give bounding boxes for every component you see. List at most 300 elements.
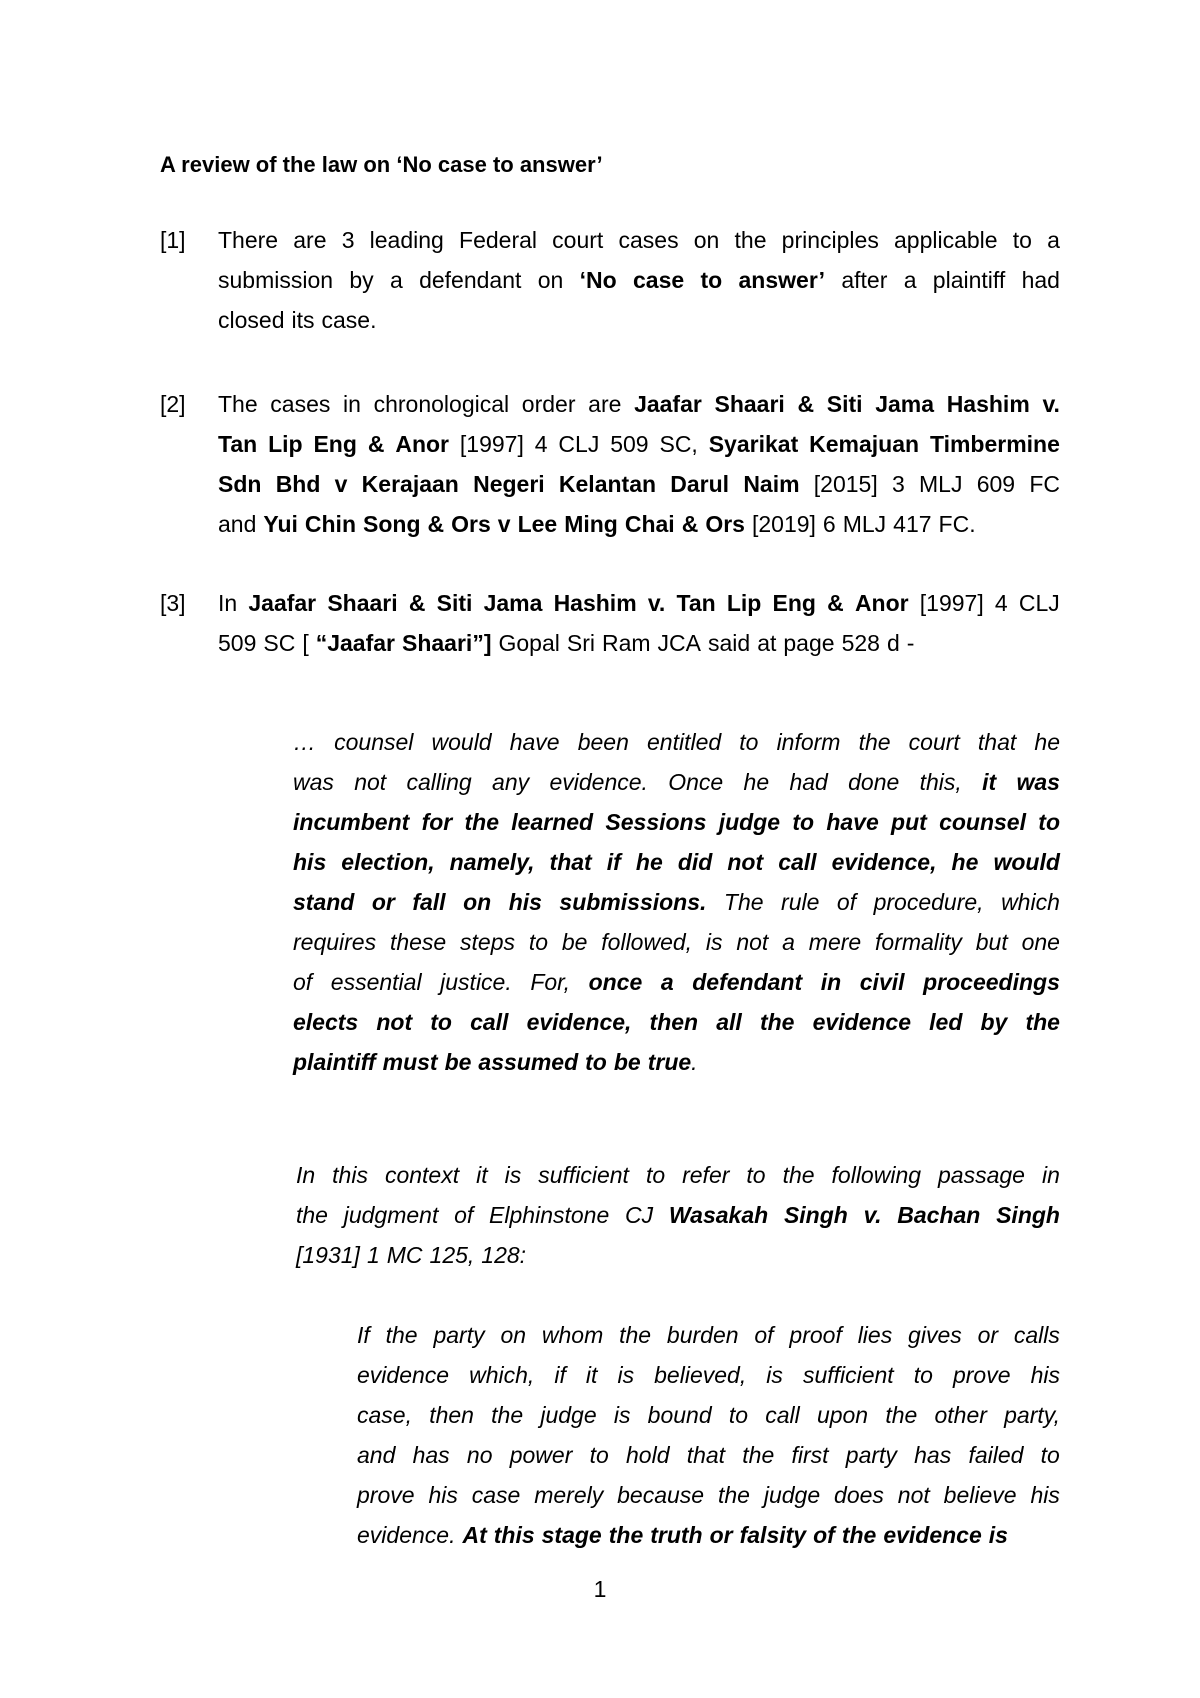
word: party — [433, 1322, 485, 1348]
word: if — [606, 849, 621, 875]
text-line — [357, 1315, 1060, 1355]
word: Lee — [517, 511, 558, 537]
word: to — [746, 1162, 766, 1188]
word: v — [497, 511, 511, 537]
word: was — [293, 769, 334, 795]
text-line — [218, 260, 1060, 300]
word: falsity — [739, 1522, 807, 1548]
word: he — [951, 849, 979, 875]
word: incumbent — [293, 809, 410, 835]
word: not — [727, 849, 764, 875]
word: this — [493, 1522, 535, 1548]
word: not — [376, 1009, 413, 1035]
word: For, — [530, 969, 570, 995]
word: the — [464, 809, 500, 835]
word: rule — [781, 889, 820, 915]
quote-block-wasakah-singh — [357, 1315, 1060, 1555]
word: & — [367, 431, 385, 457]
word: after — [841, 267, 888, 293]
word: & — [827, 590, 844, 616]
word: 528 — [841, 630, 880, 656]
word: elects — [293, 1009, 359, 1035]
word: Negeri — [473, 471, 545, 497]
word: namely, — [449, 849, 535, 875]
word: Anor — [395, 431, 449, 457]
word: of — [836, 889, 857, 915]
word: is — [705, 929, 723, 955]
word: this — [332, 1162, 368, 1188]
word: cases — [270, 391, 331, 417]
word: v. — [647, 590, 666, 616]
word: have — [826, 809, 879, 835]
word: is — [766, 1362, 783, 1388]
word: led — [929, 1009, 963, 1035]
word: bound — [647, 1402, 712, 1428]
word: to — [739, 729, 759, 755]
word: defendant — [692, 969, 803, 995]
word: or — [709, 1522, 733, 1548]
word: Lip — [268, 431, 303, 457]
word: CLJ — [558, 431, 600, 457]
word: Wasakah — [668, 1202, 769, 1228]
word: have — [509, 729, 560, 755]
word: put — [891, 809, 927, 835]
word: Shaari — [714, 391, 785, 417]
word: case — [633, 267, 685, 293]
word: he — [635, 849, 663, 875]
quote-block-context — [296, 1155, 1060, 1275]
word: calling — [406, 769, 472, 795]
word: steps — [460, 929, 516, 955]
word: at — [757, 630, 777, 656]
word: to — [1038, 809, 1060, 835]
word: case. — [321, 307, 377, 333]
word: his — [293, 849, 327, 875]
word: page — [783, 630, 835, 656]
word: inform — [776, 729, 841, 755]
word: be — [561, 929, 588, 955]
paragraph-2 — [160, 384, 1060, 544]
word: been — [577, 729, 629, 755]
word: has — [914, 1442, 952, 1468]
text-line — [357, 1355, 1060, 1395]
word: one — [1021, 929, 1060, 955]
word: is — [504, 1162, 522, 1188]
word: Hashim — [946, 391, 1030, 417]
word: Siti — [436, 590, 473, 616]
word: Kemajuan — [809, 431, 920, 457]
word: MLJ — [842, 511, 887, 537]
word: & — [797, 391, 815, 417]
word: In — [218, 590, 238, 616]
word: to — [1012, 227, 1032, 253]
word: submissions. — [559, 889, 707, 915]
word: to — [589, 1442, 609, 1468]
word: because — [617, 1482, 705, 1508]
word: are — [293, 227, 327, 253]
word: true — [647, 1049, 692, 1075]
word: by — [980, 1009, 1008, 1035]
word: Jaafar — [248, 590, 317, 616]
word: stand — [293, 889, 355, 915]
word: not — [354, 769, 387, 795]
word: on — [693, 227, 720, 253]
word: once — [588, 969, 643, 995]
word: Ming — [564, 511, 618, 537]
word: are — [588, 391, 622, 417]
word: Tan — [218, 431, 258, 457]
word: the — [841, 1522, 877, 1548]
word: for — [421, 809, 453, 835]
word: Shaari”] — [402, 630, 492, 656]
word: his — [508, 889, 542, 915]
word: upon — [816, 1402, 869, 1428]
word: sufficient — [538, 1162, 629, 1188]
word: call — [778, 849, 817, 875]
word: chronological — [373, 391, 510, 417]
word: Singh — [783, 1202, 848, 1228]
word: and — [357, 1442, 396, 1468]
word: judge — [718, 809, 781, 835]
word: the — [491, 1402, 524, 1428]
text-line — [293, 842, 1060, 882]
paragraph-body — [218, 384, 1060, 544]
text-line — [296, 1155, 1060, 1195]
text-line — [293, 802, 1060, 842]
word: followed, — [601, 929, 693, 955]
word: evidence — [883, 1522, 982, 1548]
word: Elphinstone — [489, 1202, 610, 1228]
word: Once — [668, 769, 724, 795]
word: merely — [534, 1482, 604, 1508]
word: the — [1025, 1009, 1060, 1035]
word: 1 — [366, 1242, 380, 1268]
word: Timbermine — [929, 431, 1060, 457]
word: had — [1021, 267, 1060, 293]
text-line — [218, 583, 1060, 623]
word: At — [462, 1522, 487, 1548]
word: FC — [1029, 471, 1060, 497]
word: the — [619, 1322, 652, 1348]
word: judgment — [343, 1202, 439, 1228]
word: answer’ — [738, 267, 826, 293]
word: Eng — [313, 431, 357, 457]
word: court — [552, 227, 604, 253]
word: assumed — [478, 1049, 579, 1075]
word: Lip — [726, 590, 762, 616]
word: that — [549, 849, 592, 875]
document-title: A review of the law on ‘No case to answer’ — [160, 152, 603, 177]
paragraph-number: [1] — [160, 227, 186, 253]
word: Sri — [566, 630, 595, 656]
word: to — [792, 809, 815, 835]
word: judge — [540, 1402, 597, 1428]
word: calls — [1013, 1322, 1060, 1348]
word: to — [645, 1162, 666, 1188]
word: Chin — [304, 511, 356, 537]
word: on — [500, 1322, 527, 1348]
word: the — [885, 1402, 918, 1428]
word: prove — [952, 1362, 1011, 1388]
word: or — [371, 889, 395, 915]
word: proof — [789, 1322, 842, 1348]
word: applicable — [894, 227, 998, 253]
word: the — [782, 1162, 815, 1188]
word: defendant — [419, 267, 522, 293]
word: had — [789, 769, 828, 795]
word: 609 — [976, 471, 1016, 497]
word: must — [382, 1049, 438, 1075]
word: his — [1030, 1362, 1060, 1388]
word: power — [509, 1442, 573, 1468]
word: its — [291, 307, 315, 333]
word: & — [408, 590, 426, 616]
word: “Jaafar — [315, 630, 395, 656]
text-line — [293, 1002, 1060, 1042]
word: or — [977, 1322, 999, 1348]
text-line — [357, 1475, 1060, 1515]
word: essential — [330, 969, 422, 995]
word: party, — [1004, 1402, 1060, 1428]
word: Jama — [483, 590, 543, 616]
word: to — [1040, 1442, 1060, 1468]
word: Darul — [670, 471, 730, 497]
word: to — [430, 1009, 452, 1035]
word: plaintiff — [293, 1049, 376, 1075]
word — [648, 1042, 698, 1082]
paragraph-body — [218, 583, 1060, 663]
word: fall — [412, 889, 446, 915]
word: evidence, — [831, 849, 937, 875]
word: in — [1041, 1162, 1060, 1188]
paragraph-1 — [160, 220, 1060, 340]
word: 3 — [341, 227, 355, 253]
text-line — [357, 1515, 1060, 1555]
word: that — [977, 729, 1017, 755]
word: Jaafar — [634, 391, 702, 417]
word: 4 — [994, 590, 1008, 616]
word: 4 — [534, 431, 548, 457]
word: 509 — [610, 431, 649, 457]
word: the — [608, 1522, 644, 1548]
word: to — [700, 267, 723, 293]
word: evidence, — [526, 1009, 632, 1035]
word: judge — [763, 1482, 821, 1508]
text-line — [293, 922, 1060, 962]
word: evidence — [812, 1009, 912, 1035]
word: mere — [808, 929, 862, 955]
word: evidence. — [549, 769, 648, 795]
text-line — [293, 1042, 1060, 1082]
word: SC, — [659, 431, 698, 457]
word: the — [717, 1482, 750, 1508]
word: [1931] — [296, 1242, 360, 1268]
paragraph-3 — [160, 583, 1060, 663]
text-line — [293, 962, 1060, 1002]
word: in — [820, 969, 842, 995]
text-line — [218, 220, 1060, 260]
text-line — [357, 1395, 1060, 1435]
word: Shaari — [327, 590, 398, 616]
word: [1997] — [919, 590, 984, 616]
text-line — [296, 1195, 1060, 1235]
text-line — [293, 762, 1060, 802]
word: In — [296, 1162, 316, 1188]
word: this, — [919, 769, 962, 795]
word: counsel — [334, 729, 414, 755]
word: Tan — [676, 590, 716, 616]
word: requires — [293, 929, 377, 955]
word: Federal — [459, 227, 537, 253]
word: his — [428, 1482, 458, 1508]
word: Sdn — [218, 471, 262, 497]
word: Ors — [705, 511, 745, 537]
word: 509 — [218, 630, 257, 656]
word: lies — [857, 1322, 893, 1348]
word: 125, — [429, 1242, 475, 1268]
word: The — [218, 391, 258, 417]
word: the — [759, 1009, 795, 1035]
word: If — [357, 1322, 370, 1348]
word: case — [471, 1482, 521, 1508]
word: the — [734, 227, 767, 253]
word: Yui — [263, 511, 298, 537]
word: the — [296, 1202, 328, 1228]
word: & — [681, 511, 699, 537]
word: then — [649, 1009, 699, 1035]
word: not — [736, 929, 769, 955]
word: the — [742, 1442, 775, 1468]
word: entitled — [646, 729, 722, 755]
word: order — [521, 391, 576, 417]
word: 3 — [891, 471, 905, 497]
word: which — [1001, 889, 1060, 915]
word: in — [343, 391, 361, 417]
word: whom — [541, 1322, 604, 1348]
word: failed — [968, 1442, 1024, 1468]
word: of — [813, 1522, 835, 1548]
word: is — [617, 1362, 635, 1388]
word: which, — [469, 1362, 535, 1388]
word: passage — [938, 1162, 1025, 1188]
word: Anor — [854, 590, 909, 616]
word: the — [858, 729, 891, 755]
word: a — [660, 969, 674, 995]
word: plaintiff — [932, 267, 1006, 293]
word: counsel — [939, 809, 1026, 835]
word: Song — [363, 511, 421, 537]
word: a — [389, 267, 403, 293]
text-line — [293, 882, 1060, 922]
word: believed, — [654, 1362, 747, 1388]
word: evidence — [357, 1362, 450, 1388]
word: on — [537, 267, 564, 293]
word: does — [834, 1482, 884, 1508]
word: but — [975, 929, 1008, 955]
word: . — [691, 1049, 698, 1075]
word: … — [293, 729, 316, 755]
word: [ — [302, 630, 309, 656]
word: proceedings — [923, 969, 1060, 995]
word: CJ — [625, 1202, 654, 1228]
word: Sessions — [605, 809, 707, 835]
word: There — [218, 227, 279, 253]
word: FC. — [938, 511, 976, 537]
word: [2019] — [751, 511, 816, 537]
word: Ram — [601, 630, 651, 656]
word: case, — [357, 1402, 412, 1428]
word: v — [334, 471, 348, 497]
word: stage — [541, 1522, 602, 1548]
word: has — [412, 1442, 450, 1468]
page-number: 1 — [593, 1576, 607, 1602]
word: Kerajaan — [361, 471, 459, 497]
word: court — [908, 729, 960, 755]
word: refer — [682, 1162, 730, 1188]
word: would — [431, 729, 492, 755]
word: these — [389, 929, 447, 955]
quote-block-jaafar-shaari — [293, 722, 1060, 1082]
paragraph-body — [218, 220, 1060, 340]
word: cases — [618, 227, 679, 253]
word: and — [218, 511, 257, 537]
word: procedure, — [873, 889, 984, 915]
word: Hashim — [553, 590, 637, 616]
word: formality — [875, 929, 962, 955]
word: it — [982, 769, 997, 795]
word: done — [848, 769, 900, 795]
word: Ors — [451, 511, 491, 537]
word: principles — [781, 227, 879, 253]
word: a — [903, 267, 917, 293]
word: of — [293, 969, 313, 995]
word: Singh — [996, 1202, 1060, 1228]
word: [1997] — [459, 431, 524, 457]
word: Eng — [772, 590, 816, 616]
word: be — [444, 1049, 472, 1075]
word: following — [831, 1162, 922, 1188]
word: to — [913, 1362, 933, 1388]
word: was — [1016, 769, 1060, 795]
word: submission — [218, 267, 334, 293]
word: by — [349, 267, 374, 293]
word: hold — [626, 1442, 670, 1468]
word: believe — [943, 1482, 1017, 1508]
word: a — [1047, 227, 1060, 253]
paragraph-number: [2] — [160, 391, 186, 417]
word: he — [1034, 729, 1060, 755]
word: would — [993, 849, 1060, 875]
word: of — [754, 1322, 774, 1348]
word: to — [585, 1049, 607, 1075]
word: Siti — [826, 391, 863, 417]
word: that — [686, 1442, 726, 1468]
word: call — [470, 1009, 509, 1035]
paragraph-number: [3] — [160, 590, 186, 616]
word: Jama — [875, 391, 935, 417]
word: civil — [859, 969, 905, 995]
word: of — [454, 1202, 474, 1228]
word: Chai — [624, 511, 675, 537]
word: - — [906, 630, 915, 656]
word: 128: — [481, 1242, 527, 1268]
word: d — [886, 630, 900, 656]
word: MLJ — [919, 471, 963, 497]
word: to — [528, 929, 549, 955]
word: then — [429, 1402, 474, 1428]
word: Naim — [743, 471, 800, 497]
word: first — [791, 1442, 829, 1468]
